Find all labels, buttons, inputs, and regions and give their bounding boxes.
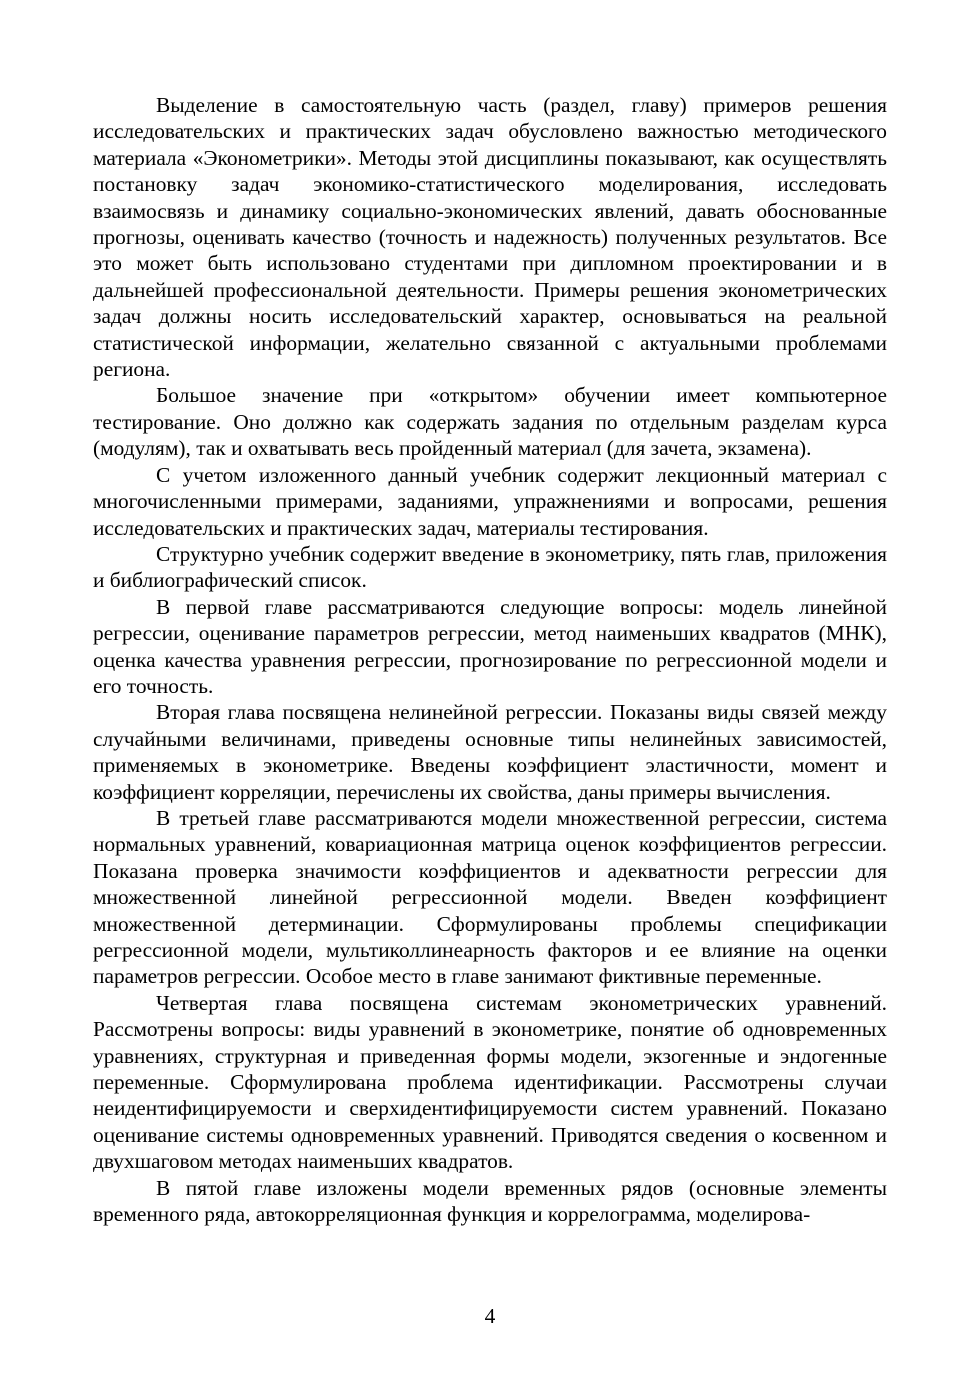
paragraph-6: Вторая глава посвящена нелинейной регрессии. Показаны виды связей между случайными величинами, приведены основные типы нелинейных зависимостей, применяемых в эконометрике. Введены коэффициент эластичности, момент и коэффициент корреляции, перечислены их свойства, даны примеры вычисления.	[93, 700, 887, 804]
text-body	[93, 92, 887, 1227]
paragraph-9: В пятой главе изложены модели временных рядов (основные элементы временного ряда, автокорреляционная функция и коррелограмма, моделирова-	[93, 1175, 887, 1227]
paragraph-8: Четвертая глава посвящена системам эконометрических уравнений. Рассмотрены вопросы: виды уравнений в эконометрике, понятие об одновременных уравнениях, структурная и приведенная формы модели, экзогенные и эндогенные переменные. Сформулирована проблема идентификации. Рассмотрены случаи неидентифицируемости и сверхидентифицируемости систем уравнений. Показано оценивание системы одновременных уравнений. Приводятся сведения о косвенном и двухшаговом методах наименьших квадратов.	[93, 990, 887, 1174]
paragraph-2: Большое значение при «открытом» обучении имеет компьютерное тестирование. Оно должно как содержать задания по отдельным разделам курса (модулям), так и охватывать весь пройденный материал (для зачета, экзамена).	[93, 383, 887, 461]
paragraph-4: Структурно учебник содержит введение в эконометрику, пять глав, приложения и библиографический список.	[93, 541, 887, 593]
paragraph-1: Выделение в самостоятельную часть (раздел, главу) примеров решения исследовательских и практических задач обусловлено важностью методического материала «Эконометрики». Методы этой дисциплины показывают, как осуществлять постановку задач экономико-статистического моделирования, исследовать взаимосвязь и динамику социально-экономических явлений, давать обоснованные прогнозы, оценивать качество (точность и надежность) полученных результатов. Все это может быть использовано студентами при дипломном проектировании и в дальнейшей профессиональной деятельности. Примеры решения эконометрических задач должны носить исследовательский характер, основываться на реальной статистической информации, желательно связанной с актуальными проблемами региона.	[93, 93, 887, 382]
paragraph-3: С учетом изложенного данный учебник содержит лекционный материал с многочисленными примерами, заданиями, упражнениями и вопросами, решения исследовательских и практических задач, материалы тестирования.	[93, 462, 887, 540]
page-number: 4	[484, 1304, 496, 1328]
paragraph-5: В первой главе рассматриваются следующие вопросы: модель линейной регрессии, оценивание параметров регрессии, метод наименьших квадратов (МНК), оценка качества уравнения регрессии, прогнозирование по регрессионной модели и его точность.	[93, 594, 887, 698]
paragraph-7: В третьей главе рассматриваются модели множественной регрессии, система нормальных уравнений, ковариационная матрица оценок коэффициентов регрессии. Показана проверка значимости коэффициентов и адекватности регрессии для множественной линейной регрессионной модели. Введен коэффициент множественной детерминации. Сформулированы проблемы спецификации регрессионной модели, мультиколлинеарность факторов и ее влияние на оценки параметров регрессии. Особое место в главе занимают фиктивные переменные.	[93, 805, 887, 989]
